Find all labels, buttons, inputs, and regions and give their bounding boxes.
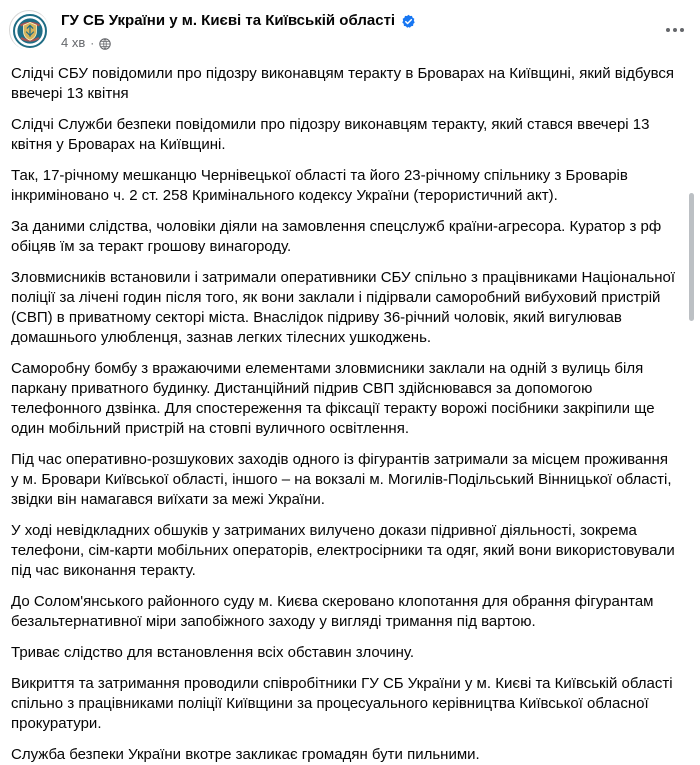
globe-icon[interactable] bbox=[99, 37, 111, 49]
post-meta bbox=[61, 34, 111, 52]
post-timestamp[interactable]: 4 хв bbox=[61, 35, 86, 50]
page-name-row bbox=[61, 11, 416, 31]
post-paragraph: Так, 17-річному мешканцю Чернівецької області та його 23-річному спільнику з Броварів інкриміновано ч. 2 ст. 258 Кримінального кодексу України (терористичний акт). bbox=[11, 167, 628, 204]
post-paragraph: Зловмисників встановили і затримали оперативники СБУ спільно з працівниками Національної поліції за лічені годин після того, як вони заклали і підірвали саморобний вибуховий пристрій (СВП) в приватному секторі міста. Внаслідок підриву 36-річний чоловік, який вигулював домашнього улюбленця, зазнав легких тілесних ушкоджень. bbox=[11, 269, 675, 346]
meta-separator: · bbox=[90, 36, 95, 50]
more-options-button[interactable] bbox=[660, 15, 690, 45]
post-paragraph: Слідчі СБУ повідомили про підозру виконавцям теракту в Броварах на Київщині, який відбувся ввечері 13 квітня bbox=[11, 65, 675, 102]
post-paragraph: Слідчі Служби безпеки повідомили про підозру виконавцям теракту, який стався ввечері 13 квітня у Броварах на Київщині. bbox=[11, 116, 650, 153]
verified-badge-icon bbox=[401, 14, 416, 29]
post-paragraph: Служба безпеки України вкотре закликає громадян бути пильними. bbox=[11, 746, 480, 763]
post-paragraph: Викриття та затримання проводили співробітники ГУ СБ України у м. Києві та Київській області спільно з працівниками поліції Київщини за процесуального керівництва Київської обласної прокуратури. bbox=[11, 675, 673, 732]
post-paragraph: Під час оперативно-розшукових заходів одного із фігурантів затримали за місцем проживання у м. Бровари Київської області, іншого – на вокзалі м. Могилів-Подільський Вінницької області, звідки він намагався виїхати за межі України. bbox=[11, 451, 672, 508]
post-body bbox=[11, 64, 676, 765]
scrollbar-thumb[interactable] bbox=[689, 193, 694, 321]
more-options-icon bbox=[665, 27, 685, 33]
post-paragraph: Триває слідство для встановлення всіх обставин злочину. bbox=[11, 644, 415, 661]
post-paragraph: Саморобну бомбу з вражаючими елементами зловмисники заклали на одній з вулиць біля паркану приватного будинку. Дистанційний підрив СВП здійснювався за допомогою телефонного дзвінка. Для спостереження та фіксації теракту ворожі посібники закріпили ще один мобільний пристрій на стовпі вуличного освітлення. bbox=[11, 360, 655, 437]
post-paragraph: У ході невідкладних обшуків у затриманих вилучено докази підривної діяльності, зокрема телефони, сім-карти мобільних операторів, електросірники та одяг, який вони використовували під час виконання теракту. bbox=[11, 522, 675, 579]
post-paragraph: За даними слідства, чоловіки діяли на замовлення спецслужб країни-агресора. Куратор з рф обіцяв їм за теракт грошову винагороду. bbox=[11, 218, 662, 255]
scrollbar-track[interactable] bbox=[689, 62, 695, 724]
post-paragraph: До Солом'янського районного суду м. Києва скеровано клопотання для обрання фігурантам безальтернативної міри запобіжного заходу у вигляді тримання під вартою. bbox=[11, 593, 654, 630]
page-avatar[interactable] bbox=[9, 10, 49, 50]
post-header bbox=[0, 0, 700, 62]
page-name-link[interactable]: ГУ СБ України у м. Києві та Київській області bbox=[61, 12, 396, 29]
